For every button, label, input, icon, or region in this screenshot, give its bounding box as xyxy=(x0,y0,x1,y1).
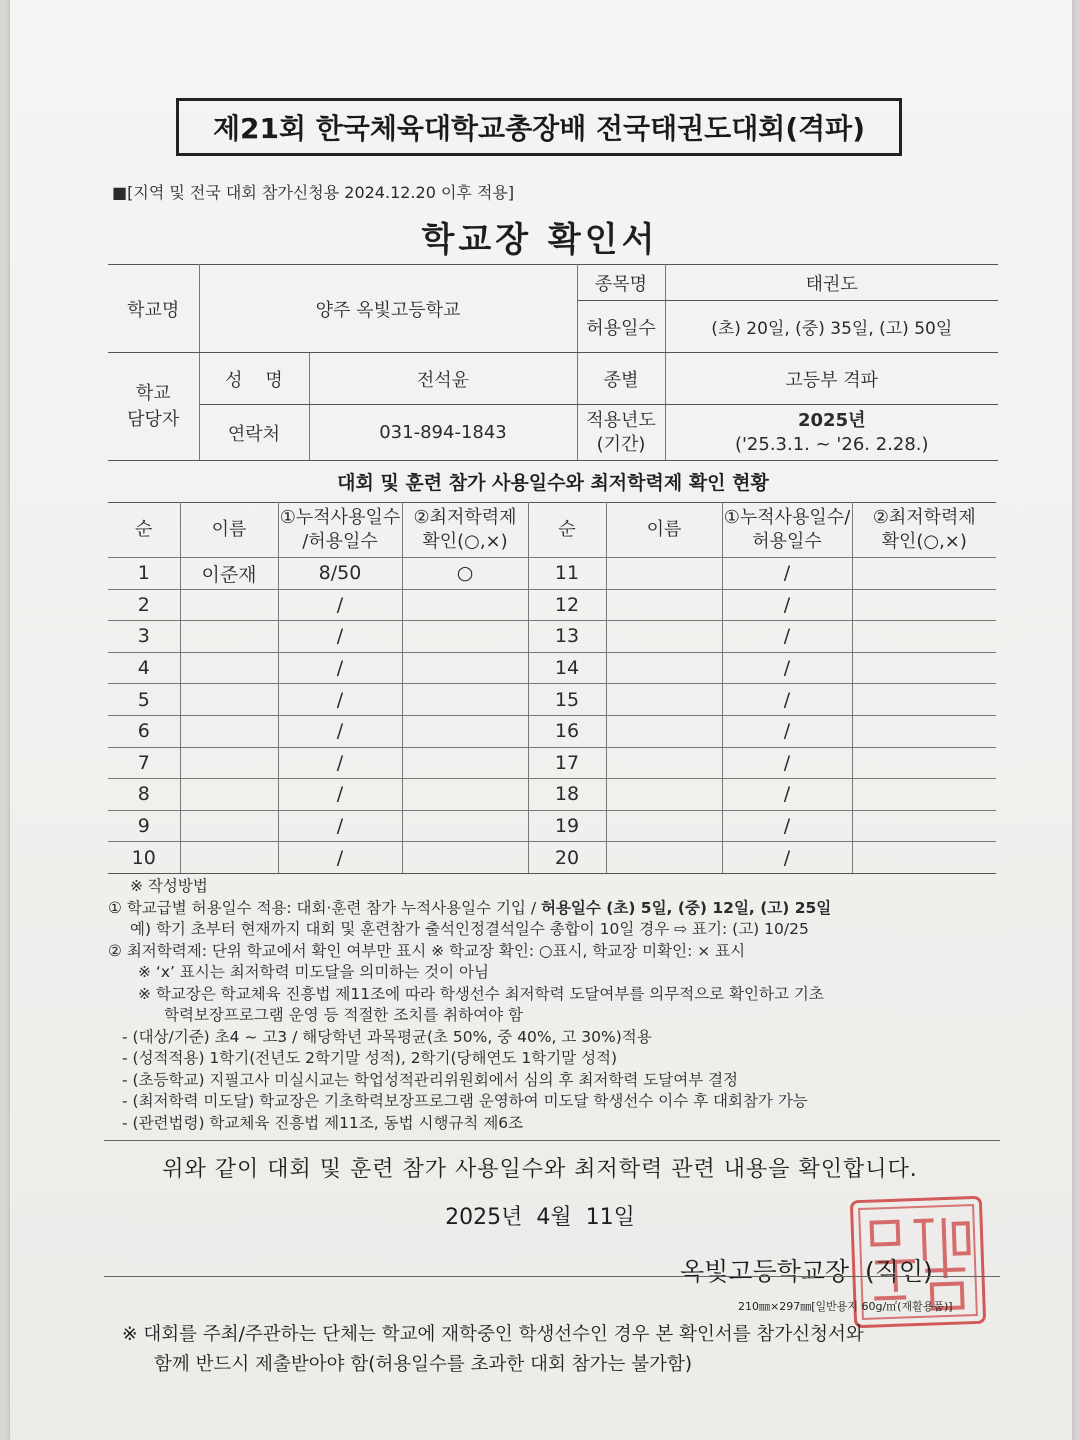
row-days: / xyxy=(278,621,402,653)
row-days: / xyxy=(278,684,402,716)
row-days: / xyxy=(278,589,402,621)
school-label: 학교명 xyxy=(108,265,199,353)
row-num: 10 xyxy=(108,842,180,874)
header-num: 순 xyxy=(108,503,180,558)
row-academic-2 xyxy=(852,589,996,621)
table-row xyxy=(108,810,996,842)
row-days: / xyxy=(278,810,402,842)
row-days-2: / xyxy=(722,621,852,653)
dash-note-5: - (관련법령) 학교체육 진흥법 제11조, 동법 시행규칙 제6조 xyxy=(122,1113,524,1132)
header-num-2: 순 xyxy=(528,503,606,558)
row-num-2: 13 xyxy=(528,621,606,653)
row-num: 3 xyxy=(108,621,180,653)
athlete-usage-table xyxy=(108,502,996,874)
row-days-2: / xyxy=(722,715,852,747)
event-label: 종목명 xyxy=(577,265,665,301)
row-name-2 xyxy=(606,558,722,590)
row-days-2: / xyxy=(722,779,852,811)
event-title: 제21회 한국체육대학교총장배 전국태권도대회(격파) xyxy=(212,112,866,145)
category-value: 고등부 격파 xyxy=(665,353,998,405)
row-academic xyxy=(402,589,528,621)
row-name xyxy=(180,589,278,621)
row-academic-2 xyxy=(852,810,996,842)
row-academic-2 xyxy=(852,747,996,779)
table-row xyxy=(108,684,996,716)
dash-note-2: - (성적적용) 1학기(전년도 2학기말 성적), 2학기(당해연도 1학기말 성적) xyxy=(122,1049,618,1067)
row-num-2: 17 xyxy=(528,747,606,779)
row-days: / xyxy=(278,715,402,747)
row-academic xyxy=(402,842,528,874)
row-num: 8 xyxy=(108,779,180,811)
contact-value: 031-894-1843 xyxy=(309,405,577,461)
footer-line-1: ※ 대회를 주최/주관하는 단체는 학교에 재학중인 학생선수인 경우 본 확인서를 참가신청서와 xyxy=(122,1324,864,1345)
row-academic xyxy=(402,747,528,779)
row-num-2: 15 xyxy=(528,684,606,716)
document-title: 학교장 확인서 xyxy=(421,220,659,260)
school-value: 양주 옥빛고등학교 xyxy=(199,265,577,353)
dash-note-4: - (최저학력 미도달) 학교장은 기초학력보장프로그램 운영하여 미도달 학생선수 이수 후 대회참가 가능 xyxy=(122,1092,808,1110)
table-row xyxy=(108,589,996,621)
row-academic xyxy=(402,652,528,684)
row-num-2: 16 xyxy=(528,715,606,747)
name-value: 전석윤 xyxy=(309,353,577,405)
header-academic-2: ②최저학력제 확인(○,×) xyxy=(852,503,996,558)
table-row xyxy=(108,558,996,590)
year-value: 2025년 xyxy=(798,409,866,431)
row-days-2: / xyxy=(722,589,852,621)
allowed-days-label: 허용일수 xyxy=(577,301,665,353)
divider-2 xyxy=(104,1276,1000,1277)
year-cell xyxy=(665,405,998,461)
header-days: ①누적사용일수 /허용일수 xyxy=(278,503,402,558)
row-days: 8/50 xyxy=(278,558,402,590)
note-1-example: 예) 학기 초부터 현재까지 대회 및 훈련참가 출석인정결석일수 총합이 10일 경우 ⇨ 표기: (고) 10/25 xyxy=(130,920,809,938)
row-num-2: 12 xyxy=(528,589,606,621)
signer: 옥빛고등학교장 (직인) xyxy=(680,1257,933,1286)
row-name-2 xyxy=(606,747,722,779)
usage-note: ■[지역 및 전국 대회 참가신청용 2024.12.20 이후 적용] xyxy=(112,183,515,202)
row-days-2: / xyxy=(722,558,852,590)
row-num: 6 xyxy=(108,715,180,747)
event-title-box xyxy=(176,98,902,156)
row-name xyxy=(180,684,278,716)
issue-date: 2025년 4월 11일 xyxy=(445,1205,635,1230)
note-4b: 학력보장프로그램 운영 등 적절한 조치를 취하여야 함 xyxy=(164,1006,523,1024)
note-3: ※ ‘x’ 표시는 최저학력 미도달을 의미하는 것이 아님 xyxy=(138,963,489,981)
period-value: ('25.3.1. ~ '26. 2.28.) xyxy=(734,433,929,455)
row-num-2: 11 xyxy=(528,558,606,590)
school-info-table xyxy=(108,264,998,461)
row-num-2: 19 xyxy=(528,810,606,842)
header-days-2: ①누적사용일수/ 허용일수 xyxy=(722,503,852,558)
row-num: 5 xyxy=(108,684,180,716)
row-days: / xyxy=(278,747,402,779)
note-1 xyxy=(108,898,1008,920)
row-name-2 xyxy=(606,621,722,653)
row-academic xyxy=(402,684,528,716)
contact-label: 연락처 xyxy=(199,405,309,461)
row-name-2 xyxy=(606,589,722,621)
row-name xyxy=(180,747,278,779)
row-days-2: / xyxy=(722,747,852,779)
row-name xyxy=(180,779,278,811)
row-name-2 xyxy=(606,779,722,811)
table-row xyxy=(108,621,996,653)
row-academic xyxy=(402,810,528,842)
notes-heading: ※ 작성방법 xyxy=(130,877,208,895)
table-row xyxy=(108,652,996,684)
note-1-text: ① 학교급별 허용일수 적용: 대회·훈련 참가 누적사용일수 기입 / xyxy=(108,898,541,917)
note-1-allowed: 허용일수 (초) 5일, (중) 12일, (고) 25일 xyxy=(540,898,832,917)
allowed-days-value: (초) 20일, (중) 35일, (고) 50일 xyxy=(665,301,998,353)
row-academic-2 xyxy=(852,652,996,684)
header-name: 이름 xyxy=(180,503,278,558)
row-academic: ○ xyxy=(402,558,528,590)
section-title: 대회 및 훈련 참가 사용일수와 최저학력제 확인 현황 xyxy=(337,472,769,494)
row-academic-2 xyxy=(852,779,996,811)
row-name-2 xyxy=(606,652,722,684)
row-num: 2 xyxy=(108,589,180,621)
row-name-2 xyxy=(606,810,722,842)
row-num-2: 18 xyxy=(528,779,606,811)
confirmation-text: 위와 같이 대회 및 훈련 참가 사용일수와 최저학력 관련 내용을 확인합니다. xyxy=(162,1157,918,1182)
row-days: / xyxy=(278,779,402,811)
table-row xyxy=(108,842,996,874)
row-name-2 xyxy=(606,684,722,716)
row-num: 1 xyxy=(108,558,180,590)
row-name xyxy=(180,810,278,842)
dash-note-3: - (초등학교) 지필고사 미실시교는 학업성적관리위원회에서 심의 후 최저학력 도달여부 결정 xyxy=(122,1070,739,1089)
row-name xyxy=(180,652,278,684)
instructions xyxy=(108,876,1008,1134)
category-label: 종별 xyxy=(577,353,665,405)
row-academic xyxy=(402,715,528,747)
event-value: 태권도 xyxy=(665,265,998,301)
name-label: 성 명 xyxy=(199,353,309,405)
row-num-2: 20 xyxy=(528,842,606,874)
row-num: 4 xyxy=(108,652,180,684)
row-academic-2 xyxy=(852,842,996,874)
row-days-2: / xyxy=(722,842,852,874)
row-name-2 xyxy=(606,842,722,874)
footer-note xyxy=(122,1320,1002,1380)
note-4a: ※ 학교장은 학교체육 진흥법 제11조에 따라 학생선수 최저학력 도달여부를 의무적으로 확인하고 기초 xyxy=(138,984,824,1003)
table-row xyxy=(108,715,996,747)
header-name-2: 이름 xyxy=(606,503,722,558)
table-row xyxy=(108,747,996,779)
row-days-2: / xyxy=(722,652,852,684)
row-days: / xyxy=(278,652,402,684)
row-days-2: / xyxy=(722,684,852,716)
dash-note-1: - (대상/기준) 초4 ~ 고3 / 해당학년 과목평균(초 50%, 중 40%, 고 30%)적용 xyxy=(122,1027,652,1046)
row-name xyxy=(180,621,278,653)
row-num-2: 14 xyxy=(528,652,606,684)
row-academic-2 xyxy=(852,621,996,653)
manager-label: 학교 담당자 xyxy=(108,353,199,461)
row-days: / xyxy=(278,842,402,874)
row-academic xyxy=(402,621,528,653)
row-name xyxy=(180,715,278,747)
header-academic: ②최저학력제 확인(○,×) xyxy=(402,503,528,558)
paper-spec: 210㎜×297㎜[일반용지 60g/㎡(재활용품)] xyxy=(738,1300,953,1313)
row-academic-2 xyxy=(852,558,996,590)
row-name-2 xyxy=(606,715,722,747)
divider xyxy=(104,1140,1000,1141)
table-row xyxy=(108,779,996,811)
row-academic-2 xyxy=(852,715,996,747)
row-num: 9 xyxy=(108,810,180,842)
row-name: 이준재 xyxy=(180,558,278,590)
row-days-2: / xyxy=(722,810,852,842)
row-academic-2 xyxy=(852,684,996,716)
note-2: ② 최저학력제: 단위 학교에서 확인 여부만 표시 ※ 학교장 확인: ○표시, 학교장 미확인: × 표시 xyxy=(108,941,746,960)
year-label: 적용년도 (기간) xyxy=(577,405,665,461)
row-academic xyxy=(402,779,528,811)
row-name xyxy=(180,842,278,874)
row-num: 7 xyxy=(108,747,180,779)
footer-line-2: 함께 반드시 제출받아야 함(허용일수를 초과한 대회 참가는 불가함) xyxy=(154,1354,693,1375)
